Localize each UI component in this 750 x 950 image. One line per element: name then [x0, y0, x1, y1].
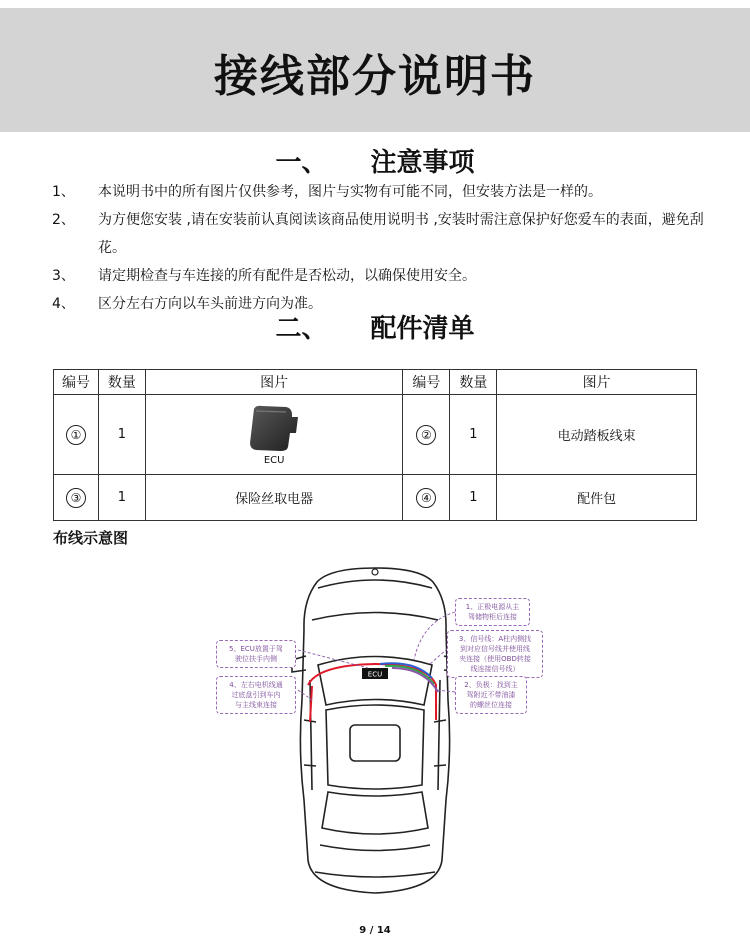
item-number: ② — [416, 425, 436, 445]
callout-signal-wire — [447, 630, 543, 678]
item-number-cell — [403, 475, 450, 521]
column-header: 编号 — [403, 370, 450, 395]
callout-line: 5、ECU放置于驾 — [229, 645, 283, 653]
note-text: 本说明书中的所有图片仅供参考，图片与实物有可能不同，但安装方法是一样的。 — [98, 184, 602, 200]
table-row — [54, 475, 697, 521]
item-number-cell — [54, 475, 99, 521]
callout-line: 2、负极：找到主 — [464, 681, 518, 689]
column-header: 编号 — [54, 370, 99, 395]
item-quantity: 1 — [98, 475, 145, 521]
note-index: 2、 — [52, 212, 75, 228]
callout-line: 驾储物柜后连接 — [468, 613, 517, 621]
document-title: 接线部分说明书 — [214, 51, 536, 102]
table-row — [54, 395, 697, 475]
item-name: 配件包 — [497, 475, 697, 521]
callout-line: 4、左右电机线通 — [229, 681, 283, 689]
ecu-label: ECU — [367, 670, 383, 679]
wiring-diagram — [200, 560, 560, 900]
column-header: 数量 — [98, 370, 145, 395]
section-1-title: 注意事项 — [370, 148, 475, 178]
item-picture-cell — [145, 395, 403, 475]
callout-line: 夹连接（使用OBD转接 — [459, 655, 531, 663]
section-1-heading — [0, 142, 750, 179]
callout-line: 1、正极电源从主 — [465, 603, 520, 611]
item-name: 保险丝取电器 — [145, 475, 403, 521]
section-2-number: 二、 — [275, 314, 328, 344]
item-name: 电动踏板线束 — [497, 395, 697, 475]
item-quantity: 1 — [450, 475, 497, 521]
section-1-number: 一、 — [275, 148, 328, 178]
note-item — [52, 206, 712, 262]
ecu-caption: ECU — [263, 455, 285, 466]
parts-table — [53, 369, 697, 521]
note-text: 为方便您安装 ,请在安装前认真阅读该商品使用说明书 ,安装时需注意保护好您爱车的表面，避免刮花。 — [98, 212, 704, 256]
wiring-diagram-title: 布线示意图 — [53, 529, 129, 547]
note-index: 1、 — [52, 184, 75, 200]
note-item — [52, 178, 712, 206]
ecu-module-icon — [246, 403, 302, 453]
callout-ecu-placement — [216, 640, 296, 668]
item-number: ③ — [66, 488, 86, 508]
note-text: 请定期检查与车连接的所有配件是否松动，以确保使用安全。 — [98, 268, 476, 284]
note-text: 区分左右方向以车头前进方向为准。 — [98, 296, 322, 312]
callout-line: 与主线束连接 — [235, 701, 277, 709]
section-2-heading — [0, 308, 750, 345]
callout-line: 3、信号线：A柱内侧找 — [458, 635, 532, 643]
section-2-title: 配件清单 — [370, 314, 475, 344]
callout-line: 到对应信号线并使用线 — [460, 645, 530, 653]
callout-line: 驶位扶手内侧 — [235, 655, 277, 663]
column-header: 图片 — [145, 370, 403, 395]
callout-line: 过底盘引到车内 — [231, 691, 281, 699]
callout-line: 的螺丝位连接 — [470, 701, 512, 709]
callout-motor-wiring — [216, 676, 296, 714]
item-number: ④ — [416, 488, 436, 508]
callout-negative-ground — [455, 676, 527, 714]
notes-list — [52, 178, 712, 318]
table-header-row — [54, 370, 697, 395]
page-number: 9 / 14 — [359, 925, 391, 936]
column-header: 数量 — [450, 370, 497, 395]
note-index: 3、 — [52, 268, 75, 284]
note-item — [52, 262, 712, 290]
item-number: ① — [66, 425, 86, 445]
item-number-cell — [54, 395, 99, 475]
callout-line: 线连接信号线） — [470, 665, 520, 673]
item-number-cell — [403, 395, 450, 475]
callout-line: 驾附近不带油漆 — [466, 691, 516, 699]
item-quantity: 1 — [450, 395, 497, 475]
note-index: 4、 — [52, 296, 75, 312]
callout-positive-power — [455, 598, 530, 626]
item-quantity: 1 — [98, 395, 145, 475]
column-header: 图片 — [497, 370, 697, 395]
